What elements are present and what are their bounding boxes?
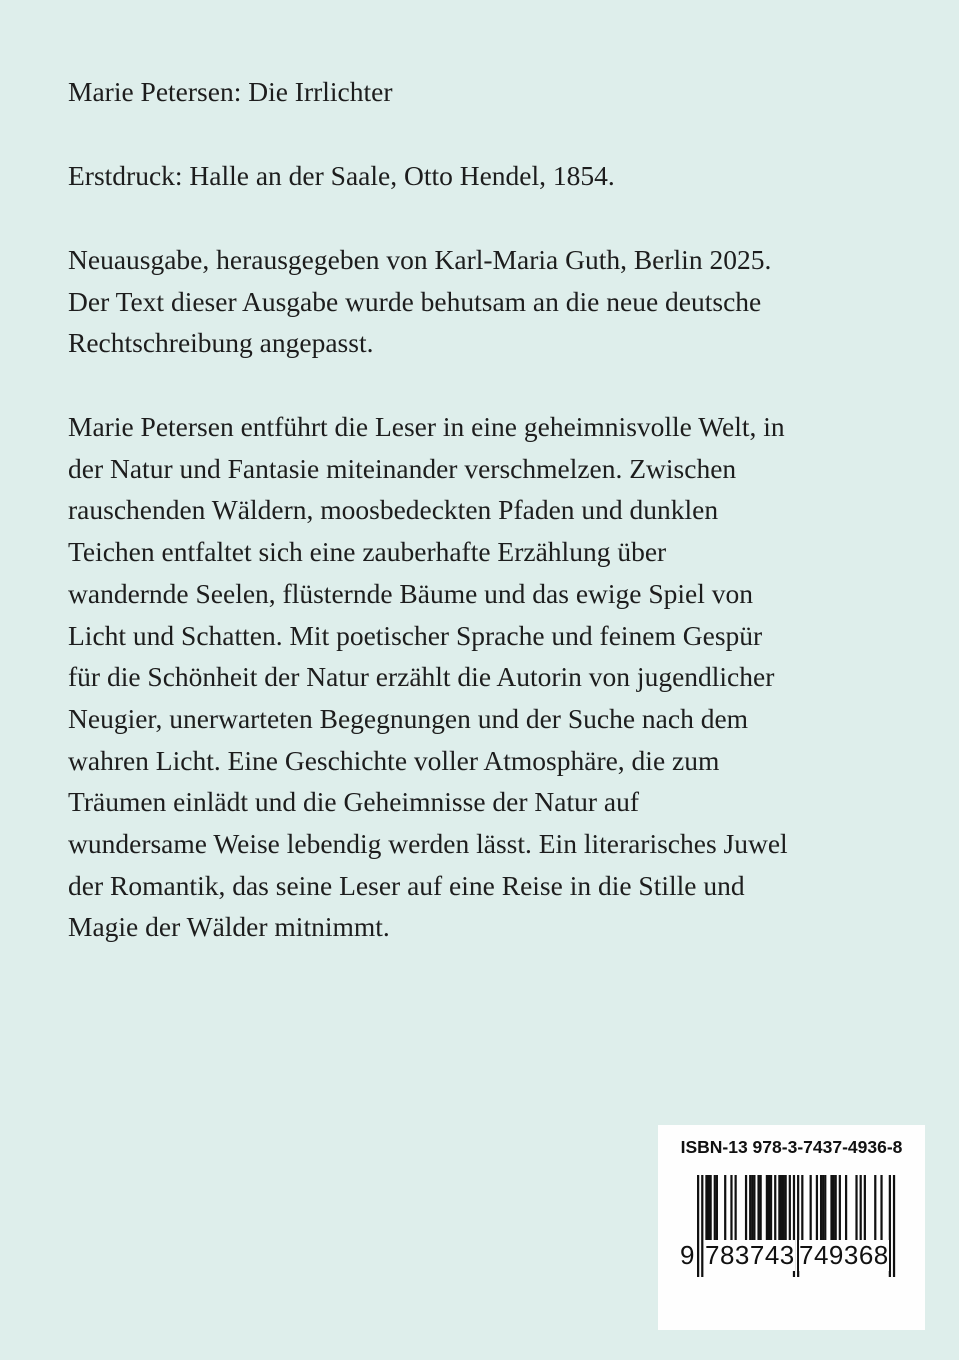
barcode-bar bbox=[839, 1175, 841, 1249]
barcode-bar bbox=[893, 1175, 895, 1277]
barcode-bar bbox=[760, 1175, 762, 1249]
blurb-line: der Natur und Fantasie miteinander verschmelzen. Zwischen bbox=[68, 452, 737, 484]
barcode-bar bbox=[751, 1175, 753, 1249]
barcode-bar bbox=[830, 1175, 832, 1249]
barcode-digits-right: 749368 bbox=[799, 1240, 889, 1270]
barcode-bar bbox=[801, 1175, 803, 1249]
barcode-bar bbox=[864, 1175, 866, 1249]
edition-line: Rechtschreibung angepasst. bbox=[68, 327, 374, 359]
barcode-bar bbox=[785, 1175, 787, 1249]
blurb bbox=[68, 406, 788, 948]
barcode-bar bbox=[855, 1175, 857, 1249]
barcode-bar bbox=[707, 1175, 709, 1249]
barcode-bar bbox=[770, 1175, 772, 1249]
edition-line: Der Text dieser Ausgabe wurde behutsam an die neue deutsche bbox=[68, 285, 762, 317]
barcode-bar bbox=[835, 1175, 837, 1249]
blurb-line: Träumen einlädt und die Geheimnisse der Natur auf bbox=[68, 786, 639, 818]
title-line bbox=[68, 71, 393, 113]
blurb-line: Magie der Wälder mitnimmt. bbox=[68, 911, 390, 943]
barcode-digits-left: 783743 bbox=[705, 1240, 795, 1270]
blurb-line: wahren Licht. Eine Geschichte voller Atmosphäre, die zum bbox=[68, 744, 720, 776]
barcode-bar bbox=[860, 1175, 862, 1249]
barcode-bar bbox=[824, 1175, 826, 1249]
blurb-line: Teichen entfaltet sich eine zauberhafte Erzählung über bbox=[68, 536, 667, 568]
barcode-bar bbox=[757, 1175, 759, 1249]
barcode-bar bbox=[701, 1175, 703, 1277]
barcode-bar bbox=[753, 1175, 755, 1249]
barcode-bar bbox=[724, 1175, 726, 1249]
barcode-bar bbox=[745, 1175, 747, 1249]
blurb-line: Neugier, unerwarteten Begegnungen und der Suche nach dem bbox=[68, 702, 749, 734]
title-text: Marie Petersen: Die Irrlichter bbox=[68, 76, 393, 107]
barcode-bar bbox=[874, 1175, 876, 1249]
barcode-bar bbox=[789, 1175, 791, 1249]
barcode-bar bbox=[710, 1175, 712, 1249]
barcode-bar bbox=[749, 1175, 751, 1249]
barcode-graphic bbox=[658, 1125, 925, 1330]
blurb-line: Marie Petersen entführt die Leser in eine geheimnisvolle Welt, in bbox=[68, 411, 785, 442]
blurb-line: Licht und Schatten. Mit poetischer Sprache und feinem Gespür bbox=[68, 619, 763, 651]
isbn-barcode-box bbox=[658, 1125, 925, 1330]
barcode-bar bbox=[889, 1175, 891, 1277]
barcode-bar bbox=[714, 1175, 716, 1249]
barcode-bar bbox=[780, 1175, 782, 1249]
isbn-label: ISBN-13 978-3-7437-4936-8 bbox=[680, 1137, 903, 1157]
barcode-bar bbox=[880, 1175, 882, 1249]
blurb-line: wundersame Weise lebendig werden lässt. Ein literarisches Juwel bbox=[68, 828, 788, 860]
barcode-bar bbox=[810, 1175, 812, 1249]
barcode-bar bbox=[845, 1175, 847, 1249]
blurb-line: der Romantik, das seine Leser auf eine Reise in die Stille und bbox=[68, 869, 745, 901]
blurb-line: wandernde Seelen, flüsternde Bäume und das ewige Spiel von bbox=[68, 577, 754, 609]
barcode-bar bbox=[766, 1175, 768, 1249]
barcode-bar bbox=[820, 1175, 822, 1249]
barcode-bar bbox=[697, 1175, 699, 1277]
barcode-bar bbox=[735, 1175, 737, 1249]
barcode-bar bbox=[716, 1175, 718, 1249]
blurb-line: für die Schönheit der Natur erzählt die Autorin von jugendlicher bbox=[68, 661, 775, 693]
edition-note bbox=[68, 239, 771, 364]
first-print-text: Erstdruck: Halle an der Saale, Otto Hendel, 1854. bbox=[68, 160, 615, 191]
barcode-bar bbox=[730, 1175, 732, 1249]
blurb-line: rauschenden Wäldern, moosbedeckten Pfaden und dunklen bbox=[68, 494, 719, 526]
barcode-bar bbox=[778, 1175, 780, 1249]
barcode-bar bbox=[705, 1175, 707, 1249]
barcode-bar bbox=[782, 1175, 784, 1249]
barcode-digit-first: 9 bbox=[680, 1240, 695, 1270]
edition-line: Neuausgabe, herausgegeben von Karl-Maria Guth, Berlin 2025. bbox=[68, 244, 772, 275]
barcode-bar bbox=[768, 1175, 770, 1249]
first-print-line bbox=[68, 155, 615, 197]
barcode-bar bbox=[832, 1175, 834, 1249]
barcode-bar bbox=[822, 1175, 824, 1249]
barcode-bar bbox=[816, 1175, 818, 1249]
barcode-bar bbox=[774, 1175, 776, 1249]
